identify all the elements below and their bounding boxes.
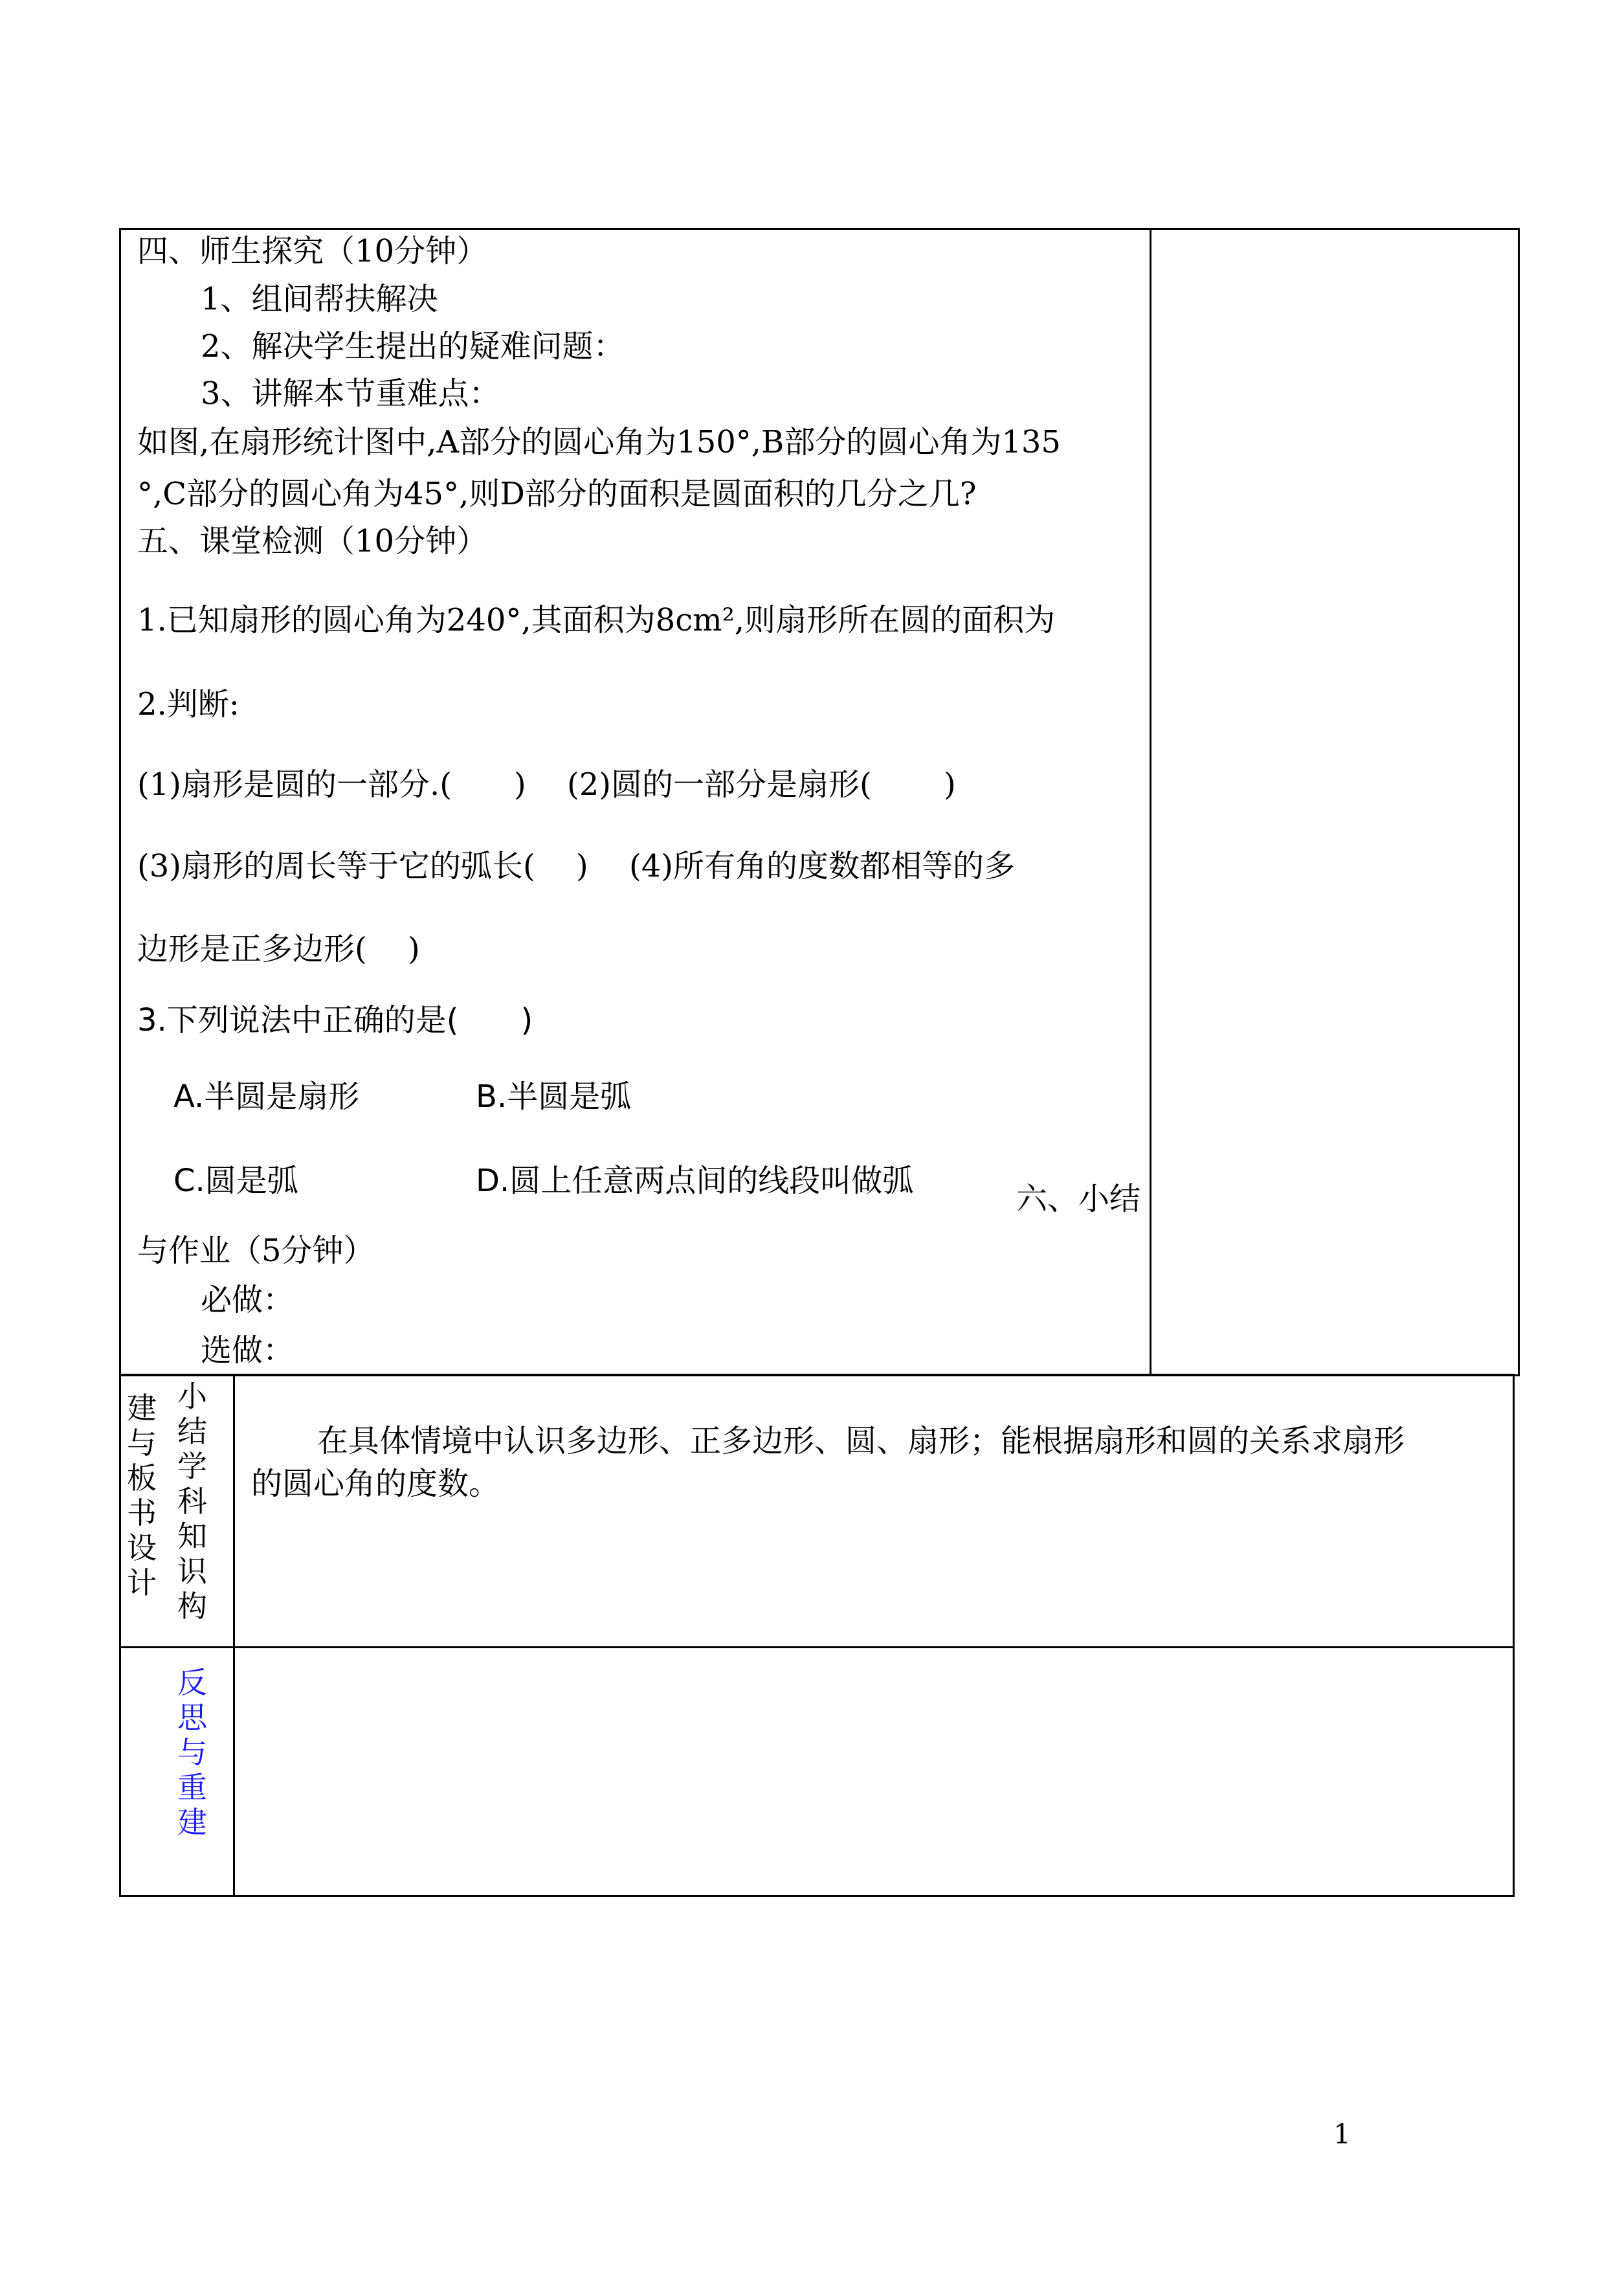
section-six-heading-cont: 与作业（5分钟） — [137, 1233, 375, 1269]
reflection-label: 反 思 与 重 建 — [177, 1665, 207, 1840]
lower-table-divider — [233, 1374, 235, 1897]
upper-table-divider — [1150, 228, 1151, 1376]
knowledge-structure-line-2: 的圆心角的度数。 — [251, 1466, 500, 1502]
question-2-item-4-cont: 边形是正多边形( ) — [137, 931, 420, 967]
homework-required: 必做： — [201, 1282, 295, 1318]
section-five-heading: 五、课堂检测（10分钟） — [137, 523, 488, 559]
section-four-heading: 四、师生探究（10分钟） — [137, 233, 488, 269]
option-d: D.圆上任意两点间的线段叫做弧 — [476, 1163, 914, 1199]
lower-table-row-divider — [119, 1646, 1515, 1648]
question-2-items-1-2: (1)扇形是圆的一部分.( ) (2)圆的一部分是扇形( ) — [137, 766, 956, 803]
question-2-heading: 2.判断: — [137, 686, 239, 722]
board-design-label-inner: 小 结 学 科 知 识 构 — [177, 1379, 207, 1624]
step-1: 1、组间帮扶解决 — [201, 281, 438, 317]
question-1: 1.已知扇形的圆心角为240°,其面积为8cm²,则扇形所在圆的面积为 — [137, 602, 1056, 638]
step-2: 2、解决学生提出的疑难问题： — [201, 328, 625, 364]
section-six-heading: 六、小结 — [1016, 1181, 1141, 1217]
question-3-heading: 3.下列说法中正确的是( ) — [137, 1002, 533, 1038]
page-number: 1 — [1333, 2118, 1351, 2150]
knowledge-structure-line-1: 在具体情境中认识多边形、正多边形、圆、扇形；能根据扇形和圆的关系求扇形 — [317, 1423, 1405, 1459]
problem-line-1: 如图,在扇形统计图中,A部分的圆心角为150°,B部分的圆心角为135 — [137, 424, 1061, 460]
step-3: 3、讲解本节重难点： — [201, 375, 500, 412]
homework-optional: 选做： — [201, 1332, 295, 1369]
option-b: B.半圆是弧 — [476, 1079, 632, 1115]
option-c: C.圆是弧 — [173, 1163, 298, 1199]
problem-line-2: °,C部分的圆心角为45°,则D部分的面积是圆面积的几分之几? — [137, 476, 977, 512]
question-2-items-3-4: (3)扇形的周长等于它的弧长( ) (4)所有角的度数都相等的多 — [137, 848, 1015, 884]
board-design-label-outer: 建 与 板 书 设 计 — [127, 1391, 157, 1600]
option-a: A.半圆是扇形 — [173, 1079, 360, 1115]
